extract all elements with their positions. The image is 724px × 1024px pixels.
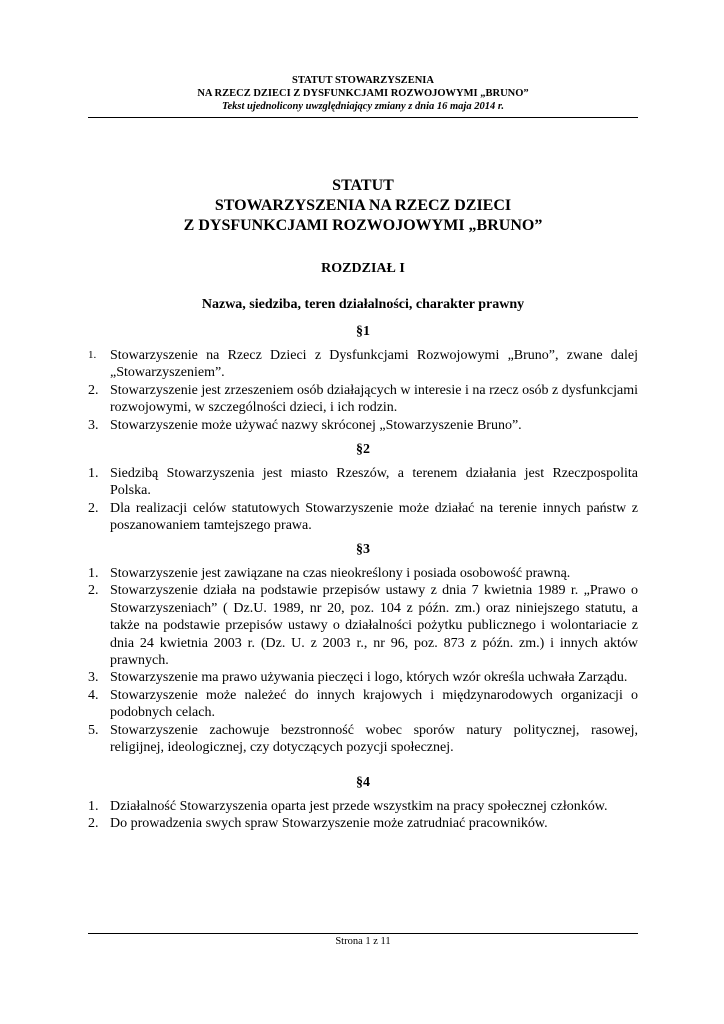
section-items: [88, 565, 638, 756]
page-number: Strona 1 z 11: [335, 936, 391, 947]
section-3: [88, 541, 638, 756]
item-text: Działalność Stowarzyszenia oparta jest przede wszystkim na pracy społecznej członków.: [110, 799, 608, 814]
list-item: [88, 417, 638, 434]
section-items: [88, 465, 638, 535]
section-heading: §3: [356, 542, 370, 557]
item-text: Dla realizacji celów statutowych Stowarzyszenie może działać na terenie innych państw z poszanowaniem tamtejszego prawa.: [110, 500, 638, 534]
list-item: [88, 687, 638, 722]
header-org-line-1: STATUT STOWARZYSZENIA: [292, 75, 434, 86]
section-items: [88, 798, 638, 833]
chapter-subtitle: Nazwa, siedziba, teren działalności, charakter prawny: [201, 297, 525, 312]
list-item: [88, 382, 638, 417]
item-number: 2.: [88, 382, 99, 398]
item-text: Do prowadzenia swych spraw Stowarzyszenie może zatrudniać pracowników.: [110, 816, 548, 832]
list-item: [88, 347, 638, 382]
list-item: [88, 565, 638, 582]
section-items: [88, 347, 638, 434]
item-number: 3.: [88, 417, 99, 433]
item-number: 2.: [88, 500, 99, 516]
header-divider: [88, 117, 638, 118]
list-item: [88, 798, 638, 815]
section-1: [88, 323, 638, 434]
section-2: [88, 441, 638, 535]
list-item: [88, 500, 638, 535]
item-number: 2.: [88, 816, 99, 832]
header-version-note: Tekst ujednolicony uwzględniający zmiany z dnia 16 maja 2014 r.: [222, 101, 504, 112]
item-text: Stowarzyszenie jest zrzeszeniem osób działających w interesie i na rzecz osób z dysfunkcjami rozwojowymi, w szczególności dzieci, i ich rodzin.: [110, 382, 638, 416]
title-line-3: Z DYSFUNKCJAMI ROZWOJOWYMI „BRUNO”: [183, 217, 543, 234]
item-number: 2.: [88, 583, 99, 599]
title-line-2: STOWARZYSZENIA NA RZECZ DZIECI: [214, 197, 512, 214]
list-item: [88, 722, 638, 757]
item-text: Stowarzyszenie na Rzecz Dzieci z Dysfunkcjami Rozwojowymi „Bruno”, zwane dalej „Stowarzyszeniem”.: [110, 348, 638, 381]
item-number: 1.: [88, 466, 99, 481]
item-number: 4.: [88, 687, 99, 703]
item-number: 5.: [88, 722, 99, 738]
item-number: 1.: [88, 566, 99, 581]
document-title: [88, 176, 638, 236]
item-text: Stowarzyszenie zachowuje bezstronność wobec sporów natury politycznej, rasowej, religijnej, ideologicznej, czy dotyczących pozycji społecznej.: [110, 722, 638, 756]
footer-divider: [88, 933, 638, 934]
section-4: [88, 774, 638, 833]
item-text: Stowarzyszenie działa na podstawie przepisów ustawy z dnia 7 kwietnia 1989 r. „Prawo o Stowarzyszeniach” ( Dz.U. 1989, nr 20, poz. 104 z późn. zm.) oraz niniejszego statutu, a także na podstawie przepisów ustawy o działalności pożytku publicznego i wolontariacie z dnia 24 kwietnia 2003 r. (Dz. U. z 2003 r., nr 96, poz. 873 z późn. zm.) i innych aktów prawnych.: [110, 583, 638, 669]
list-item: [88, 815, 638, 832]
item-text: Stowarzyszenie może należeć do innych krajowych i międzynarodowych organizacji o podobnych celach.: [110, 687, 638, 721]
item-text: Stowarzyszenie może używać nazwy skróconej „Stowarzyszenie Bruno”.: [110, 417, 522, 433]
item-number: 1.: [88, 349, 97, 361]
list-item: [88, 582, 638, 669]
section-heading: §2: [356, 442, 370, 457]
item-text: Siedzibą Stowarzyszenia jest miasto Rzeszów, a terenem działania jest Rzeczpospolita Polska.: [110, 466, 638, 499]
section-heading: §1: [356, 324, 370, 339]
item-number: 1.: [88, 799, 99, 814]
chapter-heading: ROZDZIAŁ I: [321, 261, 405, 276]
title-line-1: STATUT: [332, 177, 394, 194]
list-item: [88, 669, 638, 686]
list-item: [88, 465, 638, 500]
header-org-line-2: NA RZECZ DZIECI Z DYSFUNKCJAMI ROZWOJOWYMI „BRUNO”: [197, 88, 529, 99]
item-text: Stowarzyszenie jest zawiązane na czas nieokreślony i posiada osobowość prawną.: [110, 566, 571, 581]
item-text: Stowarzyszenie ma prawo używania pieczęci i logo, których wzór określa uchwała Zarządu.: [110, 670, 628, 686]
running-header: [88, 74, 638, 113]
section-heading: §4: [356, 775, 370, 790]
item-number: 3.: [88, 670, 99, 686]
